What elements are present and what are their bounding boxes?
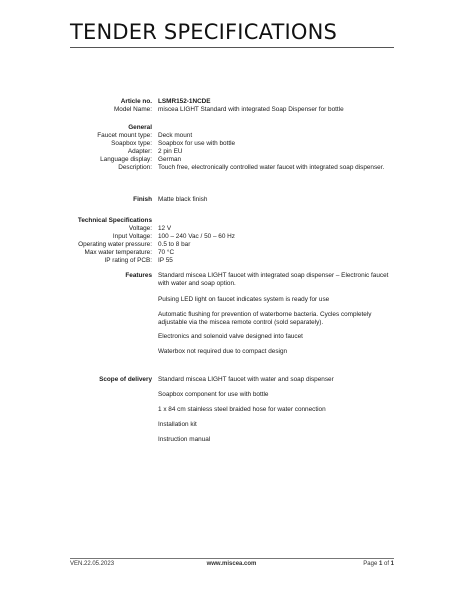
finish-value: Matte black finish: [158, 196, 208, 203]
page-of: of: [382, 561, 391, 567]
scope-item: Soapbox component for use with bottle: [158, 391, 269, 398]
scope-item: Instruction manual: [158, 436, 211, 443]
feature-item: Pulsing LED light on faucet indicates system is ready for use: [158, 296, 330, 303]
model-name-label: Model Name:: [113, 106, 152, 113]
general-value: Touch free, electronically controlled water faucet with integrated soap dispenser.: [158, 164, 385, 171]
technical-label: IP rating of PCB:: [104, 257, 152, 264]
general-label: Adapter:: [127, 148, 152, 155]
feature-item: Electronics and solenoid valve designed into faucet: [158, 333, 303, 340]
technical-label: Max water temperature:: [84, 249, 152, 256]
technical-value: 100 – 240 Vac / 50 – 60 Hz: [158, 233, 235, 240]
general-label: Description:: [118, 164, 152, 171]
scope-item: Standard miscea LIGHT faucet with water and soap dispenser: [158, 376, 334, 383]
model-name-value: miscea LIGHT Standard with integrated Soap Dispenser for bottle: [158, 106, 344, 113]
page-title: TENDER SPECIFICATIONS: [70, 20, 338, 44]
footer-version: VEN.22.05.2023: [70, 561, 115, 567]
footer-website-link[interactable]: www.miscea.com: [206, 561, 257, 567]
feature-item: Waterbox not required due to compact design: [158, 348, 288, 355]
general-value: 2 pin EU: [158, 148, 183, 155]
article-number-label: Article no.: [120, 98, 152, 105]
article-number-value: LSMR152-1NCDE: [158, 98, 211, 105]
general-label: Faucet mount type:: [97, 132, 152, 139]
footer-page-number: [363, 561, 394, 567]
technical-value: 0.5 to 8 bar: [158, 241, 191, 248]
general-value: German: [158, 156, 182, 163]
technical-label: Voltage:: [128, 225, 152, 232]
general-label: Soapbox type:: [111, 140, 152, 147]
technical-heading: Technical Specifications: [77, 217, 152, 224]
technical-label: Input Voltage:: [112, 233, 152, 240]
general-heading: General: [128, 124, 152, 131]
technical-value: 70 °C: [158, 249, 175, 256]
feature-item: Automatic flushing for prevention of waterborne bacteria. Cycles completely adjustable via the miscea remote control (sold separately).: [158, 311, 372, 326]
features-label: Features: [125, 272, 152, 279]
general-value: Deck mount: [158, 132, 193, 139]
general-label: Language display:: [100, 156, 152, 163]
feature-item: Standard miscea LIGHT faucet with integrated soap dispenser – Electronic faucet with water and soap option.: [158, 272, 389, 287]
general-value: Soapbox for use with bottle: [158, 140, 236, 147]
page-current: 1: [378, 561, 383, 567]
technical-label: Operating water pressure:: [78, 241, 152, 248]
scope-item: 1 x 84 cm stainless steel braided hose for water connection: [158, 406, 326, 413]
technical-value: IP 55: [158, 257, 173, 264]
technical-value: 12 V: [158, 225, 172, 232]
scope-item: Installation kit: [158, 421, 197, 428]
page-prefix: Page: [363, 561, 379, 567]
title-divider: [70, 47, 394, 48]
scope-label: Scope of delivery: [99, 376, 152, 383]
page-total: 1: [390, 561, 394, 567]
finish-label: Finish: [133, 196, 152, 203]
footer-divider: [70, 558, 394, 559]
